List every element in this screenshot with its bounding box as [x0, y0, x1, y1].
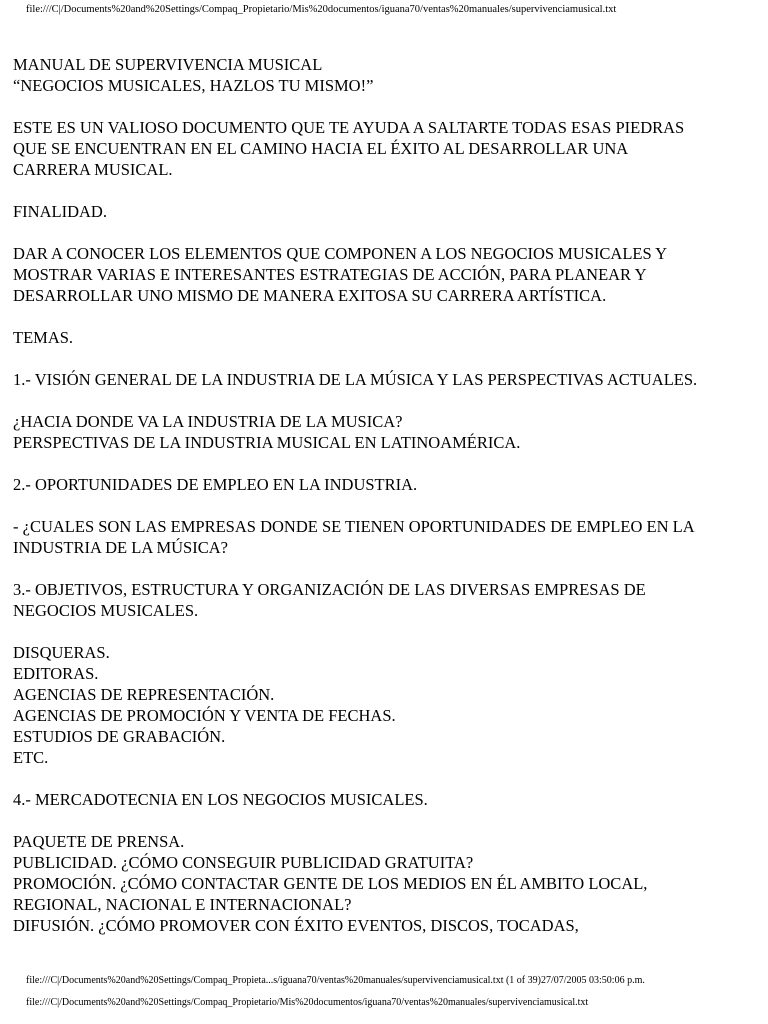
doc-line: 2.- OPORTUNIDADES DE EMPLEO EN LA INDUSTRIA.: [13, 475, 418, 494]
doc-line: DAR A CONOCER LOS ELEMENTOS QUE COMPONEN A LOS NEGOCIOS MUSICALES Y: [13, 244, 668, 263]
doc-line: PAQUETE DE PRENSA.: [13, 832, 185, 851]
document-body: [13, 54, 763, 936]
doc-line: [13, 180, 763, 201]
doc-line: 1.- VISIÓN GENERAL DE LA INDUSTRIA DE LA MÚSICA Y LAS PERSPECTIVAS ACTUALES.: [13, 370, 698, 389]
doc-line: [13, 390, 763, 411]
doc-line: 4.- MERCADOTECNIA EN LOS NEGOCIOS MUSICALES.: [13, 790, 428, 809]
doc-line: [13, 348, 763, 369]
doc-line: ESTUDIOS DE GRABACIÓN.: [13, 727, 226, 746]
footer-page-info: file:///C|/Documents%20and%20Settings/Compaq_Propieta...s/iguana70/ventas%20manuales/supervivenciamusical.txt (1 of 39)27/07/2005 03:50:06 p.m.: [26, 975, 645, 986]
doc-line: [13, 810, 763, 831]
header-url: file:///C|/Documents%20and%20Settings/Compaq_Propietario/Mis%20documentos/iguana70/ventas%20manuales/supervivenciamusical.txt: [26, 4, 617, 15]
doc-line: CARRERA MUSICAL.: [13, 160, 173, 179]
doc-line: [13, 306, 763, 327]
doc-line: FINALIDAD.: [13, 202, 107, 221]
doc-line: TEMAS.: [13, 328, 74, 347]
doc-line: [13, 96, 763, 117]
doc-line: ¿HACIA DONDE VA LA INDUSTRIA DE LA MUSICA?: [13, 412, 403, 431]
footer-url: file:///C|/Documents%20and%20Settings/Compaq_Propietario/Mis%20documentos/iguana70/ventas%20manuales/supervivenciamusical.txt: [26, 997, 589, 1008]
doc-line: ETC.: [13, 748, 49, 767]
doc-line: DIFUSIÓN. ¿CÓMO PROMOVER CON ÉXITO EVENTOS, DISCOS, TOCADAS,: [13, 916, 579, 935]
doc-line: AGENCIAS DE PROMOCIÓN Y VENTA DE FECHAS.: [13, 706, 396, 725]
doc-line: PERSPECTIVAS DE LA INDUSTRIA MUSICAL EN LATINOAMÉRICA.: [13, 433, 521, 452]
doc-line: DISQUERAS.: [13, 643, 110, 662]
doc-line: REGIONAL, NACIONAL E INTERNACIONAL?: [13, 895, 352, 914]
doc-line: [13, 222, 763, 243]
doc-line: DESARROLLAR UNO MISMO DE MANERA EXITOSA SU CARRERA ARTÍSTICA.: [13, 286, 607, 305]
doc-line: MANUAL DE SUPERVIVENCIA MUSICAL: [13, 55, 323, 74]
doc-line: “NEGOCIOS MUSICALES, HAZLOS TU MISMO!”: [13, 76, 374, 95]
doc-line: [13, 768, 763, 789]
doc-line: [13, 558, 763, 579]
doc-line: AGENCIAS DE REPRESENTACIÓN.: [13, 685, 275, 704]
doc-line: EDITORAS.: [13, 664, 99, 683]
doc-line: PROMOCIÓN. ¿CÓMO CONTACTAR GENTE DE LOS MEDIOS EN ÉL AMBITO LOCAL,: [13, 874, 648, 893]
doc-line: [13, 621, 763, 642]
doc-line: NEGOCIOS MUSICALES.: [13, 601, 199, 620]
doc-line: [13, 453, 763, 474]
doc-line: 3.- OBJETIVOS, ESTRUCTURA Y ORGANIZACIÓN DE LAS DIVERSAS EMPRESAS DE: [13, 580, 646, 599]
doc-line: QUE SE ENCUENTRAN EN EL CAMINO HACIA EL ÉXITO AL DESARROLLAR UNA: [13, 139, 629, 158]
doc-line: - ¿CUALES SON LAS EMPRESAS DONDE SE TIENEN OPORTUNIDADES DE EMPLEO EN LA: [13, 517, 695, 536]
doc-line: INDUSTRIA DE LA MÚSICA?: [13, 538, 228, 557]
doc-line: [13, 495, 763, 516]
doc-line: ESTE ES UN VALIOSO DOCUMENTO QUE TE AYUDA A SALTARTE TODAS ESAS PIEDRAS: [13, 118, 685, 137]
doc-line: PUBLICIDAD. ¿CÓMO CONSEGUIR PUBLICIDAD GRATUITA?: [13, 853, 474, 872]
doc-line: MOSTRAR VARIAS E INTERESANTES ESTRATEGIAS DE ACCIÓN, PARA PLANEAR Y: [13, 265, 647, 284]
